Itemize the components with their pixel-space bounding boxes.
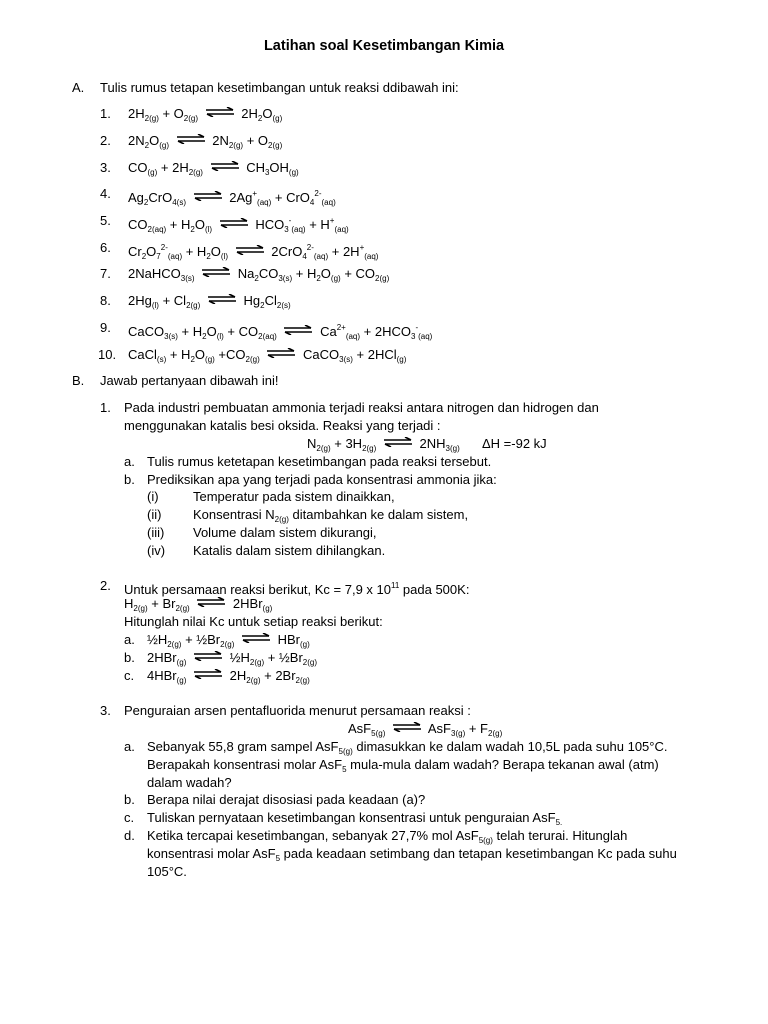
equilibrium-arrow-icon [201,267,231,277]
equilibrium-arrow-icon [193,651,223,661]
question-3d-line2: konsentrasi molar AsF$_5$ pada keadaan setimbang dan tetapan kesetimbangan Kc pada suhu [147,846,677,863]
item-a7-number: 7. [100,266,111,281]
equilibrium-arrow-icon [266,348,296,358]
item-a6-number: 6. [100,240,111,255]
page-title: Latihan soal Kesetimbangan Kimia [263,38,505,54]
question-3a-label: a. [124,739,135,754]
item-a2-number: 2. [100,133,111,148]
question-1-line2: menggunakan katalis besi oksida. Reaksi yang terjadi : [124,418,441,433]
equation-a10: CaCl$_{(s)}$ + $H_2O_{(g)} +CO_{2(g)}$ CaCO$_{3(s)}$ + 2HCl$_{(g)}$ [128,347,407,364]
question-3c-text: Tuliskan pernyataan kesetimbangan konsentrasi untuk penguraian AsF$_{5.}$ [147,810,563,827]
question-3d-line1: Ketika tercapai kesetimbangan, sebanyak 27,7% mol AsF$_{5(g)}$ telah terurai. Hitunglah [147,828,628,845]
question-3d-line3: 105°C. [147,864,187,879]
item-a3-number: 3. [100,160,111,175]
equilibrium-arrow-icon [207,294,237,304]
subitem-ii-text: Konsentrasi $N_{2(g)}$ ditambahkan ke dalam sistem, [193,507,469,524]
question-2c-equation: 4HBr$_{(g)}$ $2H_{2(g)} + 2Br_{2(g)}$ [147,668,310,685]
question-3c-label: c. [124,810,135,825]
question-1a-label: a. [124,454,135,469]
equilibrium-arrow-icon [235,245,265,255]
item-a8-number: 8. [100,293,111,308]
question-2a-equation: $\frac{1}{2}H_{2(g)}$ + $\frac{1}{2}Br_{2(g)}$ HBr$_{(g)}$ [147,632,310,649]
subitem-i-text: Temperatur pada sistem dinaikkan, [193,489,395,504]
equilibrium-arrow-icon [283,325,313,335]
question-2-instruction: Hitunglah nilai Kc untuk setiap reaksi berikut: [124,614,383,629]
question-2-intro: Untuk persamaan reaksi berikut, Kc = 7,9 x $10^{11}$ pada 500K: [124,581,470,597]
question-2b-equation: 2HBr$_{(g)}$ $\frac{1}{2}H_{2(g)}$ + $\frac{1}{2}Br_{2(g)}$ [147,650,318,667]
equilibrium-arrow-icon [241,633,271,643]
subitem-i-label: (i) [147,489,159,504]
equilibrium-arrow-icon [193,191,223,201]
section-b-instruction: Jawab pertanyaan dibawah ini! [100,373,279,388]
question-3d-label: d. [124,828,135,843]
question-3b-text: Berapa nilai derajat disosiasi pada keadaan (a)? [147,792,426,807]
equation-a8: $2Hg_{(l)} + Cl_{2(g)}$ $Hg_2Cl_{2(s)}$ [128,293,291,310]
question-3-number: 3. [100,703,111,718]
question-3b-label: b. [124,792,135,807]
equation-a2: $2N_2O_{(g)}$ $2N_{2(g)} + O_{2(g)}$ [128,133,283,150]
section-a-letter: A. [72,80,85,95]
section-a-instruction: Tulis rumus tetapan kesetimbangan untuk reaksi ddibawah ini: [100,80,459,95]
equilibrium-arrow-icon [176,134,206,144]
item-a9-number: 9. [100,320,111,335]
equation-a7: 2NaHCO$_{3(s)}$ $Na_2CO_{3(s)} + H_2O_{(g)} + CO_{2(g)}$ [128,266,390,283]
item-a1-number: 1. [100,106,111,121]
item-a5-number: 5. [100,213,111,228]
question-1a-text: Tulis rumus ketetapan kesetimbangan pada reaksi tersebut. [147,454,492,469]
subitem-iv-label: (iv) [147,543,166,558]
question-1-equation: $N_{2(g)} + 3H_{2(g)}$ $2NH_{3(g)}$ [307,436,460,453]
question-2c-label: c. [124,668,135,683]
equation-a9: CaCO$_{3(s)}$ + $H_2O_{(l)} + CO_{2(aq)}$ $Ca^{2+}_{(aq)} + 2HCO_3^-_{(aq)}$ [128,323,433,341]
equilibrium-arrow-icon [383,437,413,447]
equilibrium-arrow-icon [219,218,249,228]
question-2b-label: b. [124,650,135,665]
equation-a1: $2H_{2(g)} + O_{2(g)}$ $2H_2O_{(g)}$ [128,106,283,123]
question-2-equation: $H_{2(g)} + Br_{2(g)}$ 2HBr$_{(g)}$ [124,596,273,613]
equilibrium-arrow-icon [193,669,223,679]
question-3-equation: AsF$_{5(g)}$ $AsF_{3(g)} + F_{2(g)}$ [348,721,503,738]
subitem-ii-label: (ii) [147,507,162,522]
question-1b-text: Prediksikan apa yang terjadi pada konsentrasi ammonia jika: [147,472,497,487]
question-3a-line3: dalam wadah? [147,775,232,790]
equilibrium-arrow-icon [392,722,422,732]
question-1-enthalpy: ΔH =-92 kJ [482,436,547,451]
equation-a3: $CO_{(g)} + 2H_{2(g)}$ $CH_3OH_{(g)}$ [128,160,299,177]
equation-a4: $Ag_2CrO_{4(s)}$ $2Ag^+_{(aq)} + CrO_4^{2-}_{(aq)}$ [128,189,336,207]
section-b-letter: B. [72,373,85,388]
question-3a-line2: Berapakah konsentrasi molar AsF$_5$ mula-mula dalam wadah? Berapa tekanan awal (atm) [147,757,659,774]
question-1-line1: Pada industri pembuatan ammonia terjadi reaksi antara nitrogen dan hidrogen dan [124,400,599,415]
subitem-iii-label: (iii) [147,525,165,540]
question-2a-label: a. [124,632,135,647]
question-1b-label: b. [124,472,135,487]
equation-a6: $Cr_2O_7^{2-}_{(aq)} + H_2O_{(l)}$ $2CrO_4^{2-}_{(aq)} + 2H^+_{(aq)}$ [128,243,379,261]
question-3a-line1: Sebanyak 55,8 gram sampel AsF$_{5(g)}$ dimasukkan ke dalam wadah 10,5L pada suhu 105°C. [147,739,668,756]
question-2-number: 2. [100,578,111,593]
item-a4-number: 4. [100,186,111,201]
subitem-iii-text: Volume dalam sistem dikurangi, [193,525,377,540]
question-3-intro: Penguraian arsen pentafluorida menurut persamaan reaksi : [124,703,471,718]
item-a10-number: 10. [98,347,117,362]
equilibrium-arrow-icon [205,107,235,117]
equilibrium-arrow-icon [196,597,226,607]
question-1-number: 1. [100,400,111,415]
equation-a5: $CO_{2(aq)} + H_2O_{(l)}$ $HCO_3^-_{(aq)} + H^+_{(aq)}$ [128,216,349,234]
equilibrium-arrow-icon [210,161,240,171]
subitem-iv-text: Katalis dalam sistem dihilangkan. [193,543,386,558]
